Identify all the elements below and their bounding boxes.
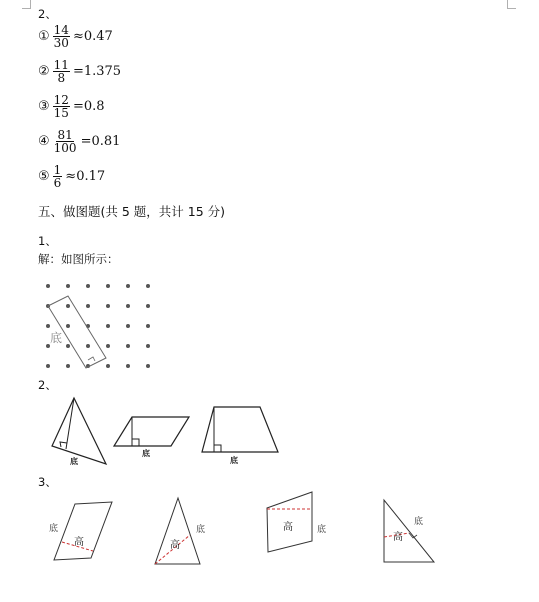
figure-1-height-label: 高	[74, 537, 84, 548]
circled-number: ⑤	[38, 169, 50, 184]
corner-mark-right-h	[507, 8, 516, 9]
section-title: 五、做图题(共 5 题，共计 15 分)	[38, 204, 226, 219]
numerator: 12	[53, 93, 69, 107]
figure-2-side-label: 底	[196, 525, 206, 535]
problem-1-answer: 解：如图所示：	[38, 252, 119, 266]
answer-row-1	[38, 24, 113, 49]
dot-grid-figure	[38, 278, 163, 374]
trapezoid-right-angle	[214, 445, 221, 452]
parallelogram	[114, 417, 189, 446]
figure-3-side-label: 底	[317, 525, 327, 535]
fraction	[53, 94, 70, 119]
result: ≈0.47	[72, 29, 113, 44]
figure-4-height-label: 高	[393, 532, 403, 543]
base-label: 底	[50, 331, 63, 345]
answer-row-2	[38, 59, 121, 84]
question-2-heading: 2、	[38, 7, 57, 21]
trapezoid-base-label: 底	[230, 456, 238, 465]
corner-mark-left-h	[22, 8, 31, 9]
problem-1-heading: 1、	[38, 234, 57, 248]
fraction	[53, 129, 78, 154]
denominator: 100	[53, 141, 77, 155]
answer-row-3	[38, 94, 105, 119]
figure-2-height-label: 高	[170, 540, 180, 551]
triangle	[52, 398, 106, 464]
figure-1-side-label: 底	[49, 524, 59, 534]
numerator: 14	[53, 23, 69, 37]
denominator: 8	[57, 71, 66, 85]
circled-number: ①	[38, 29, 50, 44]
problem-2-figures	[38, 392, 298, 467]
numerator: 81	[57, 128, 73, 142]
result: =1.375	[72, 64, 122, 79]
denominator: 15	[53, 106, 69, 120]
result: =0.8	[72, 99, 105, 114]
triangle-base-label: 底	[70, 457, 78, 466]
figure-3-height-label: 高	[283, 522, 293, 533]
corner-mark-left-v	[30, 0, 31, 8]
figure-1-parallelogram	[54, 502, 112, 560]
result: =0.81	[80, 134, 121, 149]
figure-2-triangle	[155, 498, 200, 564]
figure-4-side-label: 底	[414, 517, 424, 527]
problem-3-figures	[38, 488, 448, 573]
circled-number: ④	[38, 134, 50, 149]
answer-row-4	[38, 129, 120, 154]
fraction	[53, 164, 63, 189]
answer-row-5	[38, 164, 105, 189]
problem-2-heading: 2、	[38, 378, 57, 392]
numerator: 1	[53, 163, 62, 177]
grid-dots	[46, 284, 150, 368]
circled-number: ③	[38, 99, 50, 114]
parallelogram-right-angle	[132, 439, 139, 446]
numerator: 11	[53, 58, 69, 72]
parallelogram-base-label: 底	[142, 449, 150, 458]
right-angle-marker	[88, 357, 95, 361]
fraction	[53, 24, 70, 49]
denominator: 6	[53, 176, 62, 190]
circled-number: ②	[38, 64, 50, 79]
fraction	[53, 59, 70, 84]
figure-4-triangle	[384, 500, 434, 562]
denominator: 30	[53, 36, 69, 50]
result: ≈0.17	[65, 169, 106, 184]
problem-3-heading: 3、	[38, 475, 57, 489]
corner-mark-right-v	[507, 0, 508, 8]
trapezoid	[202, 407, 278, 452]
